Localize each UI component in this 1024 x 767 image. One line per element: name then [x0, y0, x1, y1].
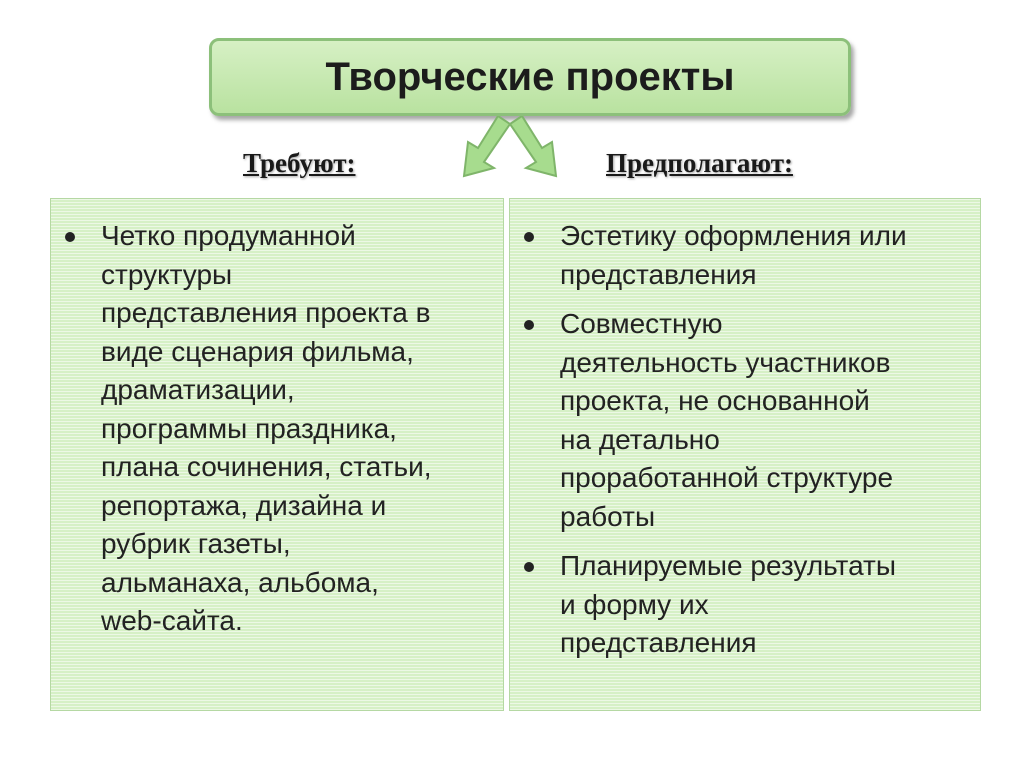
bullet-line: проработанной структуре	[560, 462, 894, 493]
bullet-line: Планируемые результаты	[560, 550, 896, 581]
left-bullet-item	[51, 217, 491, 641]
left-bullet-list	[51, 217, 491, 641]
bullet-line: и форму их	[560, 588, 709, 620]
bullet-line: проекта, не основанной	[560, 385, 870, 416]
bullet-line: рубрик газеты,	[101, 528, 291, 559]
left-panel	[50, 198, 504, 711]
bullet-line: представления	[560, 258, 757, 290]
bullet-dot-icon	[524, 320, 534, 330]
bullet-line: структуры	[101, 258, 233, 290]
left-heading: Требуют:	[243, 148, 356, 178]
bullet-line: деятельность участников	[560, 346, 891, 378]
bullet-line: репортажа, дизайна и	[101, 489, 387, 521]
bullet-line: альманаха, альбома,	[101, 566, 379, 598]
title-box	[209, 38, 851, 116]
right-bullet-item	[510, 547, 970, 663]
bullet-line: плана сочинения, статьи,	[101, 451, 432, 482]
right-bullet-item	[510, 305, 970, 536]
bullet-line: драматизации,	[101, 374, 295, 405]
right-bullet-list	[510, 217, 970, 663]
bullet-line: Эстетику оформления или	[560, 220, 907, 251]
bullet-line: представления	[560, 627, 757, 658]
bullet-line: Совместную	[560, 308, 723, 339]
split-arrows-icon	[448, 116, 572, 188]
right-heading: Предполагают:	[606, 148, 793, 178]
bullet-line: Четко продуманной	[101, 220, 356, 251]
diagram-title: Творческие проекты	[325, 54, 735, 99]
right-arrow-icon	[510, 116, 556, 176]
bullet-line: работы	[560, 500, 656, 532]
bullet-dot-icon	[524, 562, 534, 572]
bullet-dot-icon	[65, 232, 75, 242]
bullet-line: программы праздника,	[101, 412, 397, 444]
bullet-line: виде сценария фильма,	[101, 335, 414, 367]
bullet-dot-icon	[524, 232, 534, 242]
right-panel	[509, 198, 981, 711]
bullet-line: на детально	[560, 423, 720, 455]
right-bullet-item	[510, 217, 970, 294]
bullet-line: представления проекта в	[101, 297, 431, 328]
left-arrow-icon	[464, 116, 510, 176]
bullet-line: web-сайта.	[101, 605, 243, 636]
